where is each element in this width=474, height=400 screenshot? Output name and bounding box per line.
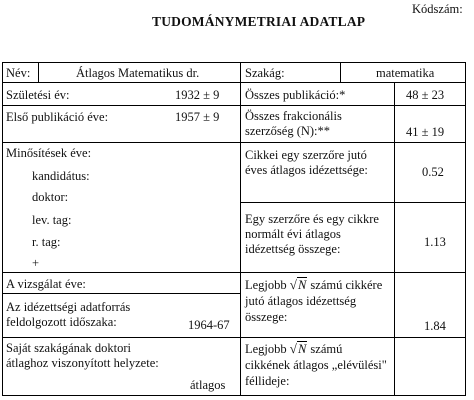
table-border-right [465, 62, 466, 396]
frac-label-2: szerzőség (N):** [245, 124, 331, 138]
field-label: Szakág: [245, 66, 285, 80]
cell-divider [340, 62, 341, 82]
cell-divider [394, 105, 395, 142]
first-pub-value: 1957 ± 9 [175, 110, 220, 124]
qual-item-plus: + [32, 256, 40, 270]
name-value: Átlagos Matematikus dr. [76, 66, 200, 80]
best-cite-label-post: számú cikkére [310, 278, 383, 292]
qual-label: Minősítések éve: [6, 146, 92, 160]
norm-label-2: normált évi átlagos [245, 227, 341, 241]
pubs-label: Összes publikáció:* [245, 88, 346, 102]
norm-label-1: Egy szerzőre és egy cikkre [245, 212, 379, 226]
frac-label-1: Összes frakcionális [245, 109, 342, 123]
best-label-pre: Legjobb [245, 342, 287, 356]
table-border-bottom [2, 395, 466, 396]
halflife-label-3: féllideje: [245, 374, 290, 388]
best-cite-label-1 [245, 278, 382, 293]
cite-label-1: Cikkei egy szerzőre jutó [245, 148, 367, 162]
cite-label-2: éves átlagos idézettsége: [245, 163, 368, 177]
row-divider-left [2, 293, 240, 294]
row-divider-right [240, 272, 466, 273]
year-label: A vizsgálat éve: [6, 277, 86, 291]
sqrt-n-symbol: √N [289, 341, 307, 356]
row-divider [2, 142, 466, 143]
pos-value: átlagos [190, 378, 226, 392]
period-label-2: feldolgozott időszaka: [6, 315, 117, 329]
halflife-label-1 [245, 342, 342, 357]
row-divider [2, 337, 466, 338]
row-divider [2, 82, 466, 83]
sqrt-n-symbol: √N [289, 277, 307, 292]
first-pub-label: Első publikáció éve: [6, 110, 109, 124]
page-title: TUDOMÁNYMETRIAI ADATLAP [152, 14, 366, 29]
halflife-label-2: cikkének átlagos „elévülési" [245, 358, 387, 372]
frac-value: 41 ± 19 [406, 125, 445, 139]
qual-item-lev-tag: lev. tag: [32, 213, 72, 227]
code-label: Kódszám: [412, 2, 463, 16]
best-label-pre: Legjobb [245, 278, 287, 292]
cell-divider [394, 142, 395, 395]
qual-item-kandidatus: kandidátus: [32, 169, 90, 183]
table-border-left [2, 62, 3, 396]
qual-item-r-tag: r. tag: [32, 235, 61, 249]
table-border-top [2, 62, 466, 63]
pos-label-2: átlaghoz viszonyított helyzete: [6, 356, 159, 370]
halflife-label-post: számú [310, 342, 343, 356]
best-cite-label-2: jutó átlagos idézettség [245, 294, 357, 308]
best-cite-value: 1.84 [424, 319, 446, 333]
qual-item-doktor: doktor: [32, 190, 69, 204]
norm-label-3: idézettség összege: [245, 242, 341, 256]
cell-divider [38, 62, 39, 82]
cell-divider [394, 82, 395, 105]
name-label: Név: [6, 66, 31, 80]
column-divider [240, 62, 241, 396]
best-cite-label-3: összege: [245, 310, 288, 324]
field-value: matematika [376, 66, 435, 80]
birth-label: Születési év: [6, 88, 70, 102]
row-divider [2, 105, 466, 106]
pubs-value: 48 ± 23 [406, 88, 445, 102]
row-divider-left [2, 272, 240, 273]
row-divider-right [240, 202, 466, 203]
norm-value: 1.13 [424, 235, 446, 249]
cite-value: 0.52 [422, 165, 444, 179]
birth-value: 1932 ± 9 [175, 88, 220, 102]
period-value: 1964-67 [188, 318, 230, 332]
period-label-1: Az idézettségi adatforrás [6, 300, 131, 314]
pos-label-1: Saját szakágának doktori [6, 341, 131, 355]
